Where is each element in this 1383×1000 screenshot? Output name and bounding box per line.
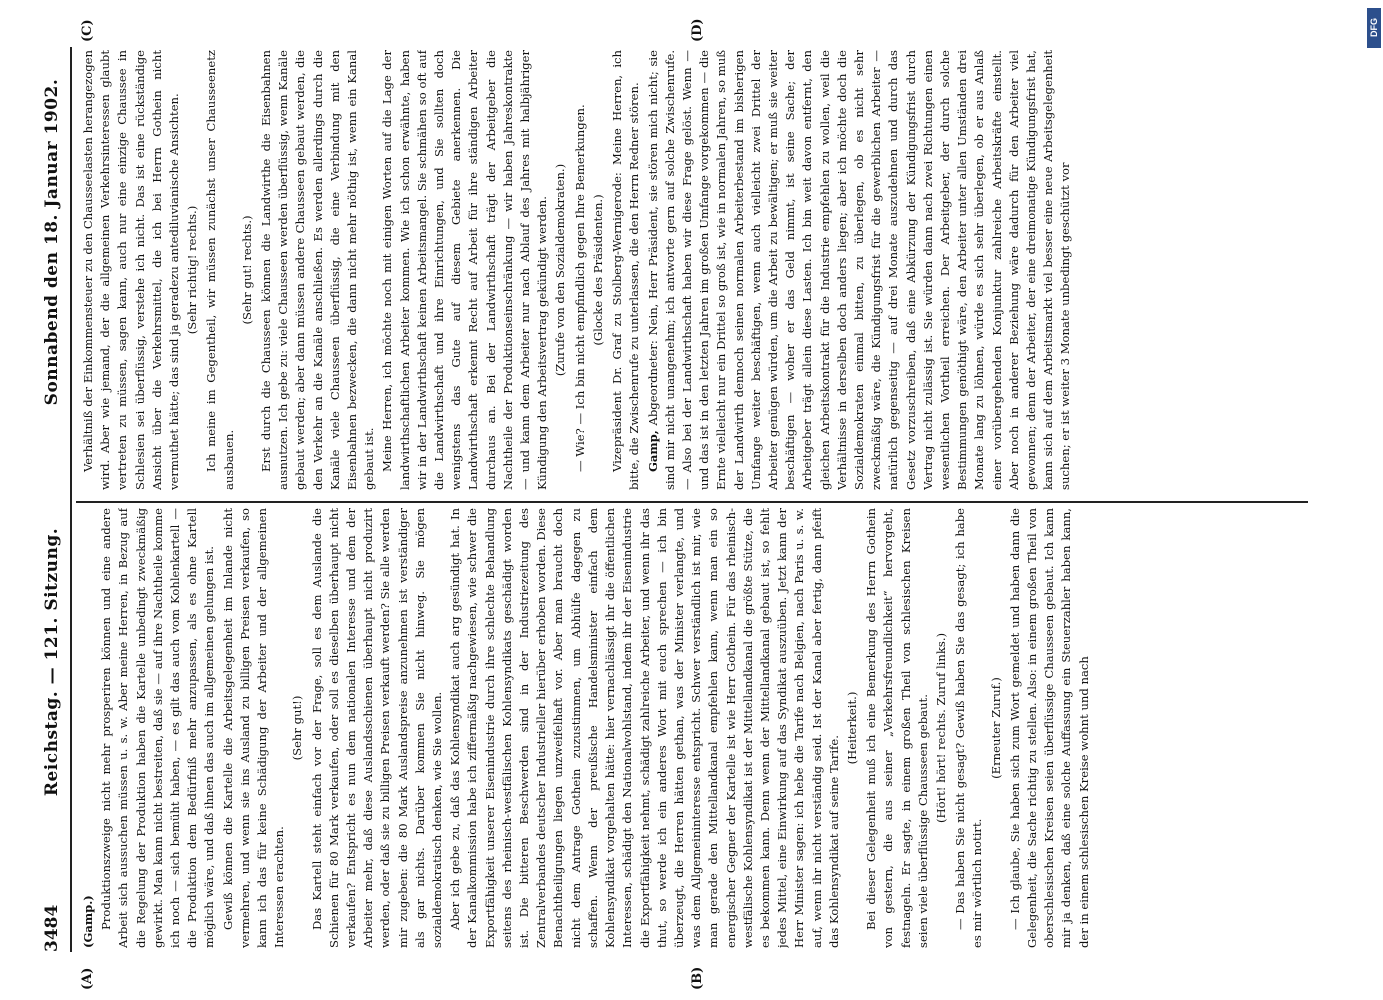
interjection: (Heiterkeit.) (844, 691, 859, 765)
paragraph: Produktionszweige nicht mehr prosperiren können und eine andere Arbeit sich aussuchen müssen u. s. w. Aber meine Herren, in Bezug auf die Regelung der Produktion haben die Kartelle unbedingt zweckmäßig gewirkt. Man kann nicht bestreiten, daß sie — auf ihre Nachtheile komme ich noch — sich bemüht haben, — es gilt das auch vom Kohlenkartell — die Produktion dem Bedürfniß mehr anzupassen, als es ohne Kartell möglich wäre, und daß ihnen das auch im allgemeinen gelungen ist. (99, 508, 217, 948)
paragraph-text: Abgeordneter: Nein, Herr Präsident, sie stören mich nicht; sie sind mir nicht unangenehm; ich antworte gern auf solche Zwischenrufe. — Also bei der Landwirthschaft haben wir diese Frage gelöst. Wenn — und das ist in den letzten Jahren im großen Umfange vorgekommen — die Ernte vielleicht nur ein Drittel so groß ist, wie in normalen Jahren, so muß der Landwirth dennoch seinen normalen Arbeiterbestand im bisherigen Umfange weiter beschäftigen, wenn auch vielleicht zwei Drittel der Arbeiter genügen würden, um die Arbeit zu bewältigen; er muß sie weiter beschäftigen — woher er das Geld nimmt, ist seine Sache; der Arbeitgeber trägt allein diese Lasten. Ich bin weit davon entfernt, den gleichen Arbeitskontrakt für die Industrie empfehlen zu wollen, weil die Verhältnisse in derselben doch anders liegen; aber ich möchte doch die Sozialdemokraten einmal bitten, zu überlegen, ob es nicht sehr zweckmäßig wäre, die Kündigungsfrist für die gewerblichen Arbeiter — natürlich gegenseitig — auf drei Monate auszudehnen und durch das Gesetz vorzuschreiben, daß eine Abkürzung der Kündigungsfrist durch Vertrag nicht zulässig ist. Sie würden dann nach zwei Richtungen einen wesentlichen Vortheil erreichen. Der Arbeitgeber, der durch solche Bestimmungen genöthigt wäre, den Arbeiter unter allen Umständen drei Monate lang zu löhnen, würde es sich sehr überlegen, ob er aus Anlaß einer vorübergehenden Konjunktur zahlreiche Arbeitskräfte einstellt. Aber noch in anderer Beziehung wäre dadurch für den Arbeiter viel gewonnen; denn der Arbeiter, der eine dreimonatige Kündigungsfrist hat, kann sich auf dem Arbeitsmarkt viel besser eine neue Arbeitsgelegenheit suchen; er ist weiter 3 Monate unbedingt geschützt vor (645, 50, 1073, 490)
interjection: (Sehr gut!) (290, 695, 305, 761)
interjection: (Zurufe von den Sozialdemokraten.) (553, 163, 568, 377)
paragraph: Erst durch die Chausseen können die Landwirthe die Eisenbahnen ausnutzen. Ich gebe zu: viele Chausseen werden überflüssig, wenn Kanäle gebaut werden; aber dann müssen andere Chausseen gebaut werden, die den Verkehr an die Kanäle anschließen. Es werden allerdings durch die Kanäle viele Chausseen überflüssig, die eine Verbindung mit den Eisenbahnen bezwecken, die dann nicht mehr nöthig ist, wenn ein Kanal gebaut ist. (259, 50, 377, 490)
interjection: (Sehr gut! rechts.) (239, 215, 254, 325)
column-divider (76, 501, 1308, 503)
margin-marker-c: (C) (80, 19, 95, 42)
paragraph: — Wie? — Ich bin nicht empfindlich gegen Ihre Bemerkungen. (572, 104, 587, 472)
digitization-credit (1352, 10, 1378, 990)
paragraph: — Ich glaube, Sie haben sich zum Wort gemeldet und haben dann die Gelegenheit, die Sache richtig zu stellen. Also: in einem großen Theil von oberschlesischen Kreisen seien überflüssige Chausseen gebaut. Ich kann mir ja denken, daß eine solche Auffassung ein Steuerzahler haben kann, der in einem schlesischen Kreise wohnt und nach (1007, 508, 1091, 948)
paragraph: Verhältniß der Einkommensteuer zu den Chausseelasten herangezogen wird. Aber wie jemand, der die allgemeinen Verkehrsinteressen glaubt vertreten zu müssen, sagen kann, auch nur eine einzige Chaussee in Schlesien sei überflüssig, verstehe ich nicht. Das ist eine rückständige Ansicht über die Verkehrsmittel, die ich bei Herrn Gothein nicht vermuthet hätte; das sind ja geradezu antediluvianische Ansichten. (81, 50, 182, 490)
dfg-logo: DFG (1367, 8, 1381, 48)
speaker-label: (Gamp.) (81, 895, 95, 948)
paragraph: Vizepräsident Dr. Graf zu Stolberg-Wernigerode: Meine Herren, ich bitte, die Zwischenrufe zu unterlassen, die den Herrn Redner stören. (610, 50, 642, 490)
interjection: (Erneuter Zuruf.) (988, 677, 1003, 779)
paragraph: Bei dieser Gelegenheit muß ich eine Bemerkung des Herrn Gothein von gestern, die aus seiner „Verkehrsfreundlichkeit“ hervorgeht, festnageln. Er sagte, in einem großen Theil von schlesischen Kreisen seien viele überflüssige Chausseen gebaut. (864, 508, 930, 948)
paragraph: Meine Herren, ich möchte noch mit einigen Worten auf die Lage der landwirthschaftlichen Arbeiter kommen. Wie ich schon erwähnte, haben wir in der Landwirthschaft keinen Arbeitsmangel. Sie schmähen so oft auf die Landwirthschaft und ihre Einrichtungen, und Sie sollten doch wenigstens das Gute auf diesem Gebiete anerkennen. Die Landwirthschaft erkennt Recht auf Arbeit für ihre ständigen Arbeiter durchaus an. Bei der Landwirthschaft trägt der Arbeitgeber die Nachtheile der Produktionseinschränkung — wir haben Jahreskontrakte — und kann dem Arbeiter nur nach Ablauf des Jahres mit halbjähriger Kündigung den Arbeitsvertrag gekündigt werden. (380, 50, 550, 490)
interjection: (Sehr richtig! rechts.) (185, 205, 200, 335)
page-number: 3484 (42, 904, 62, 952)
right-column (80, 50, 1305, 490)
margin-marker-a: (A) (80, 967, 95, 990)
margin-marker-b: (B) (690, 966, 705, 990)
header-rule (70, 47, 72, 952)
page-header (40, 47, 68, 952)
paragraph: Gewiß können die Kartelle die Arbeitsgelegenheit im Inlande nicht vermehren, und wenn sie ins Ausland zu billigen Preisen verkaufen, so kann ich das für keine Schädigung der Arbeiter und der allgemeinen Interessen erachten. (220, 508, 287, 948)
left-column (80, 508, 1305, 948)
paragraph: Das Kartell steht einfach vor der Frage, soll es dem Auslande die Schienen für 80 Mark verkaufen, oder soll es dieselben überhaupt nicht verkaufen? Entspricht es nun dem nationalen Interesse und dem der Arbeiter mehr, daß diese Auslandsschienen überhaupt nicht produzirt werden, oder daß sie zu billigen Preisen verkauft werden? Sie alle werden mir zugeben: die 80 Mark Auslandspreise anzunehmen ist verständiger als gar nichts. Darüber kommen Sie nicht hinweg. Sie mögen sozialdemokratisch denken, wie Sie wollen. (309, 508, 445, 948)
speaker-label: Gamp, (645, 430, 660, 472)
paragraph: Aber ich gebe zu, daß das Kohlensyndikat auch arg gesündigt hat. In der Kanalkommission habe ich ziffermäßig nachgewiesen, wie schwer die Exportfähigkeit unserer Eisenindustrie durch ihre schlechte Behandlung seitens des rheinisch-westfälischen Kohlensyndikats geschädigt worden ist. Die bitteren Beschwerden sind in der Industriezeitung des Zentralverbandes deutscher Industrieller hierüber erhoben worden. Diese Benachtheiligungen liegen unzweifelhaft vor. Aber man braucht doch nicht dem Antrage Gothein zuzustimmen, um Abhülfe dagegen zu schaffen. Wenn der preußische Handelsminister einfach dem Kohlensyndikat vorgehalten hätte: hier vernachlässigt ihr die öffentlichen Interessen, schädigt den Nationalwohlstand, indem ihr der Eisenindustrie die Exportfähigkeit nehmt, schädigt zahlreiche Arbeiter, und wenn ihr das thut, so werde ich ein anderes Wort mit euch sprechen — ich bin überzeugt, die Herren hätten gethan, was der Minister verlangte, und was dem Allgemeininteresse entspricht. Schwer verständlich ist mir, wie man gerade den Mittellandkanal empfehlen kann, wenn man ein so energischer Gegner der Kartelle ist wie Herr Gothein. Für das rheinisch-westfälische Kohlensyndikat ist der Mittellandkanal die größte Stütze, die es bekommen kann. Denn wenn der Mittellandkanal gebaut ist, so fehlt jedes Mittel, eine Einwirkung auf das Syndikat auszuüben. Jetzt kann der Herr Minister sagen: ich hebe die Tarife nach Belgien, nach Paris u. s. w. auf, wenn ihr nicht verständig seid. Ist der Kanal aber fertig, dann pfeift das Kohlensyndikat auf seine Tarife. (448, 508, 841, 948)
paragraph (645, 50, 1075, 490)
credit-text (1354, 0, 1374, 550)
session-date: Sonnabend den 18. Januar 1902. (42, 78, 62, 406)
session-title: Reichstag. — 121. Sitzung. (42, 527, 62, 797)
margin-marker-d: (D) (690, 18, 705, 42)
interjection: (Glocke des Präsidenten.) (590, 194, 605, 346)
paragraph: — Das haben Sie nicht gesagt? Gewiß haben Sie das gesagt; ich habe es mir wörtlich notirt. (953, 508, 985, 948)
paragraph: Ich meine im Gegentheil, wir müssen zunächst unser Chausseenetz ausbauen. (204, 50, 236, 490)
interjection: (Hört! hört! rechts. Zuruf links.) (933, 632, 948, 824)
